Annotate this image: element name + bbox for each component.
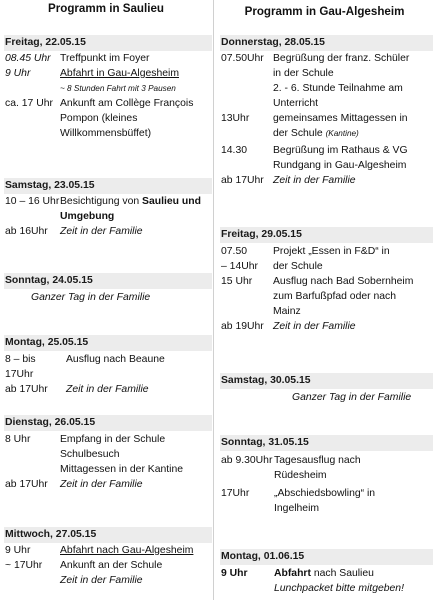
day-header-friday-29: Freitag, 29.05.15 xyxy=(220,227,433,243)
entry-time: ab 16Uhr xyxy=(5,226,48,237)
entry-desc: Zeit in der Familie xyxy=(60,575,143,586)
entry-time: 8 – bis 17Uhr xyxy=(5,354,36,380)
entry-time: 17Uhr xyxy=(221,488,250,499)
day-entries-sunday-24 xyxy=(0,290,212,305)
day-entries-saturday-23 xyxy=(0,194,212,239)
schedule-entry xyxy=(0,382,212,397)
entry-desc: Abfahrt nach Saulieu xyxy=(274,568,374,579)
day-entries-thursday-28 xyxy=(216,51,433,188)
day-entries-friday-22 xyxy=(0,51,212,141)
entry-desc: Besichtigung von Saulieu und Umgebung xyxy=(60,196,201,222)
day-header-tuesday-26: Dienstag, 26.05.15 xyxy=(4,415,212,431)
entry-time: ab 19Uhr xyxy=(221,321,264,332)
day-header-monday-25: Montag, 25.05.15 xyxy=(4,335,212,351)
schedule-entry xyxy=(0,66,212,81)
entry-time: 14.30 xyxy=(221,145,248,156)
entry-time: 10 – 16 Uhr xyxy=(5,196,60,207)
entry-time: 08.45 Uhr xyxy=(5,53,51,64)
entry-desc: Abfahrt nach Gau-Algesheim xyxy=(60,545,194,556)
day-header-saturday-30: Samstag, 30.05.15 xyxy=(220,373,433,389)
schedule-entry xyxy=(216,51,433,111)
schedule-entry xyxy=(216,486,433,516)
gau-algesheim-title: Programm in Gau-Algesheim xyxy=(244,5,405,18)
entry-time: 8 Uhr xyxy=(5,434,31,445)
schedule-entry xyxy=(0,51,212,66)
schedule-entry xyxy=(216,173,433,188)
schedule-entry xyxy=(0,81,212,96)
entry-time: 15 Uhr xyxy=(221,276,253,287)
entry-desc: Ganzer Tag in der Familie xyxy=(292,392,412,403)
entry-time: ca. 17 Uhr xyxy=(5,98,53,109)
day-entries-saturday-30 xyxy=(216,390,433,405)
schedule-entry xyxy=(216,566,433,581)
day-header-monday-01: Montag, 01.06.15 xyxy=(220,549,433,565)
entry-desc: Ganzer Tag in der Familie xyxy=(31,292,151,303)
entry-time: 07.50Uhr xyxy=(221,53,264,64)
schedule-entry xyxy=(0,290,212,305)
entry-desc: Zeit in der Familie xyxy=(66,384,149,395)
schedule-entry xyxy=(0,224,212,239)
day-header-saturday-23: Samstag, 23.05.15 xyxy=(4,178,212,194)
schedule-entry xyxy=(216,453,433,483)
entry-desc: Ausflug nach Beaune xyxy=(66,354,165,365)
entry-time: 9 Uhr xyxy=(221,568,248,579)
schedule-entry xyxy=(216,390,433,405)
entry-desc: Zeit in der Familie xyxy=(60,479,143,490)
entry-desc: Ankunft an der Schule xyxy=(60,560,163,571)
entry-time: ab 17Uhr xyxy=(221,175,264,186)
entry-desc: Abfahrt in Gau-Algesheim xyxy=(60,68,179,79)
schedule-entry xyxy=(0,352,212,382)
day-header-sunday-24: Sonntag, 24.05.15 xyxy=(4,273,212,289)
entry-time: 13Uhr xyxy=(221,113,250,124)
day-header-friday-22: Freitag, 22.05.15 xyxy=(4,35,212,51)
schedule-entry xyxy=(0,96,212,141)
entry-time: ab 9.30Uhr xyxy=(221,455,273,466)
day-header-thursday-28: Donnerstag, 28.05.15 xyxy=(220,35,433,51)
entry-desc: Zeit in der Familie xyxy=(273,175,356,186)
day-entries-wednesday-27 xyxy=(0,543,212,588)
schedule-entry xyxy=(0,573,212,588)
day-entries-monday-01 xyxy=(216,566,433,596)
schedule-entry xyxy=(216,581,433,596)
entry-desc: Treffpunkt im Foyer xyxy=(60,53,150,64)
entry-note: ~ 8 Stunden Fahrt mit 3 Pausen xyxy=(60,84,176,93)
entry-desc: „Abschiedsbowling“ in Ingelheim xyxy=(274,488,376,514)
entry-desc: Empfang in der Schule Schulbesuch Mittagessen in der Kantine xyxy=(60,434,184,475)
entry-time: 07.50 – 14Uhr xyxy=(221,246,258,272)
entry-desc: Tagesausflug nach Rüdesheim xyxy=(274,455,361,481)
entry-desc: gemeinsames Mittagessen in der Schule (Kantine) xyxy=(273,113,408,139)
day-entries-sunday-31 xyxy=(216,453,433,516)
schedule-entry xyxy=(216,244,433,274)
column-divider xyxy=(213,0,214,600)
schedule-entry xyxy=(0,477,212,492)
entry-desc: Begrüßung der franz. Schüler in der Schule 2. - 6. Stunde Teilnahme am Unterricht xyxy=(273,53,410,109)
schedule-entry xyxy=(216,319,433,334)
entry-desc: Zeit in der Familie xyxy=(273,321,356,332)
entry-desc: Ankunft am Collège François Pompon (kleines Willkommensbüffet) xyxy=(60,98,194,139)
entry-time: ab 17Uhr xyxy=(5,384,48,395)
entry-time: ~ 17Uhr xyxy=(5,560,43,571)
day-entries-friday-29 xyxy=(216,244,433,334)
schedule-entry xyxy=(0,558,212,573)
entry-time: 9 Uhr xyxy=(5,545,31,556)
entry-desc: Projekt „Essen in F&D“ in der Schule xyxy=(273,246,390,272)
entry-desc: Lunchpacket bitte mitgeben! xyxy=(274,583,404,594)
schedule-entry xyxy=(0,432,212,477)
schedule-entry xyxy=(216,111,433,141)
schedule-entry xyxy=(0,194,212,224)
entry-time: ab 17Uhr xyxy=(5,479,48,490)
entry-desc: Ausflug nach Bad Sobernheim zum Barfußpfad oder nach Mainz xyxy=(273,276,414,317)
day-entries-tuesday-26 xyxy=(0,432,212,492)
entry-desc: Zeit in der Familie xyxy=(60,226,143,237)
schedule-entry xyxy=(216,274,433,319)
day-header-sunday-31: Sonntag, 31.05.15 xyxy=(220,435,433,451)
entry-desc: Begrüßung im Rathaus & VG Rundgang in Gau-Algesheim xyxy=(273,145,408,171)
day-header-wednesday-27: Mittwoch, 27.05.15 xyxy=(4,527,212,543)
entry-time: 9 Uhr xyxy=(5,68,31,79)
day-entries-monday-25 xyxy=(0,352,212,397)
schedule-entry xyxy=(216,143,433,173)
saulieu-title: Programm in Saulieu xyxy=(48,2,164,15)
schedule-entry xyxy=(0,543,212,558)
